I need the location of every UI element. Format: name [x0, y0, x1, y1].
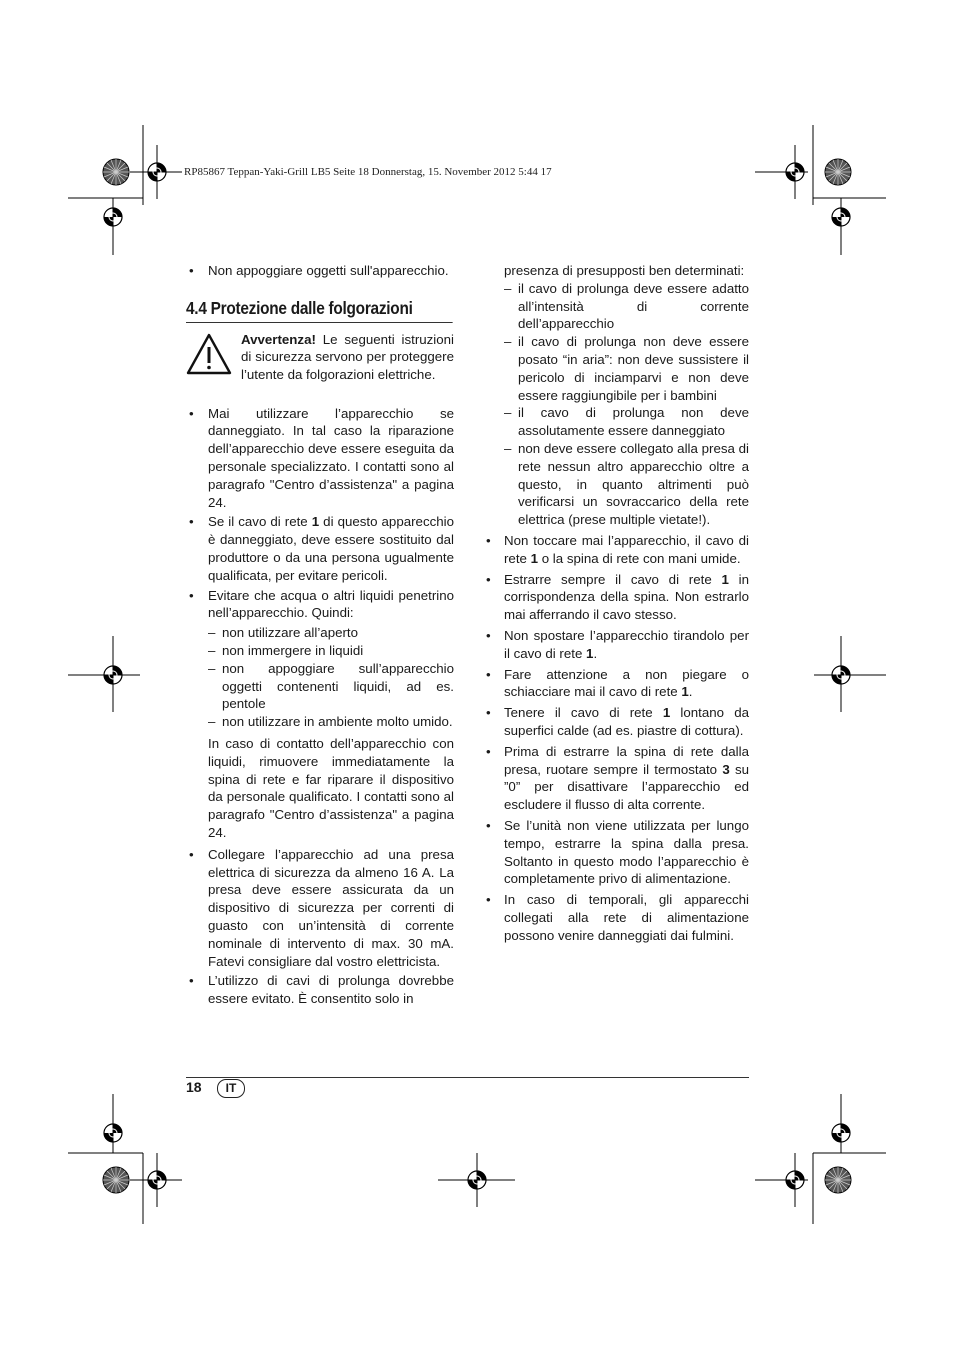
part-reference: 1 [662, 705, 671, 721]
sub-item: – non deve essere collegato alla presa di rete nessun altro apparecchio oltre a questo, in quanto altrimenti può verificarsi un sovraccarico della rete elettrica (prese multiple vietate!). [486, 440, 749, 529]
text-segment: o la spina di rete con mani umide. [538, 550, 741, 566]
sub-item: – non utilizzare all’aperto [186, 624, 454, 642]
footer-rule [186, 1077, 749, 1078]
list-item: • L’utilizzo di cavi di prolunga dovrebbe essere evitato. È consentito solo in [186, 972, 454, 1008]
continued-text: presenza di presupposti ben determinati: [504, 263, 745, 278]
text-segment: . [688, 684, 693, 700]
text-segment: di questo apparecchio è danneggiato, deve essere sostituito dal produttore o da una persona ugualmente qualificata, per evitare pericoli. [208, 514, 454, 583]
list-item [186, 513, 454, 584]
section-title: 4.4 Protezione dalle folgorazioni [186, 300, 452, 323]
part-reference: 1 [721, 571, 729, 587]
text-segment: . [593, 645, 598, 661]
text-segment: Tenere il cavo di rete [504, 705, 663, 721]
list-item [486, 627, 749, 663]
list-item: • Collegare l’apparecchio ad una presa elettrica di sicurezza da almeno 16 A. La presa deve essere assicurata da un dispositivo di sicurezza per correnti di guasto con un’intensità di corrente nominale di intervento di max. 30 mA. Fatevi consigliare dal vostro elettricista. [186, 846, 454, 971]
warning-label: Avvertenza! [241, 331, 316, 347]
part-reference: 1 [530, 550, 539, 566]
sub-item: – il cavo di prolunga deve essere adatto all’intensità di corrente dell’apparecchio [486, 280, 749, 333]
warning-text: Le seguenti istruzioni di sicurezza servono per proteggere l’utente da folgorazioni elettriche. [241, 331, 454, 383]
part-reference: 1 [681, 684, 689, 700]
text-segment: Non spostare l’apparecchio tirandolo per il cavo di rete [504, 627, 749, 661]
list-item: • In caso di temporali, gli apparecchi collegati alla rete di alimentazione possono venire danneggiati dai fulmini. [486, 891, 749, 944]
text-segment: Fare attenzione a non piegare o schiacciare mai il cavo di rete [504, 666, 749, 700]
language-badge: IT [217, 1079, 245, 1098]
part-reference: 3 [722, 761, 730, 777]
left-column [186, 262, 454, 1010]
list-item [486, 666, 749, 702]
text-segment: Non toccare mai l’apparecchio, il cavo di rete [504, 532, 749, 566]
list-item: • Non appoggiare oggetti sull'apparecchio. [186, 262, 454, 280]
sub-item: – il cavo di prolunga non deve assolutamente essere danneggiato [486, 404, 749, 440]
list-item [486, 532, 749, 568]
print-slug: RP85867 Teppan-Yaki-Grill LB5 Seite 18 Donnerstag, 15. November 2012 5:44 17 [184, 166, 552, 178]
list-item: • Se l’unità non viene utilizzata per lungo tempo, estrarre la spina dalla presa. Soltanto in questo modo l’apparecchio è completamente privo di alimentazione. [486, 817, 749, 888]
list-item: • Evitare che acqua o altri liquidi penetrino nell’apparecchio. Quindi: [186, 587, 454, 623]
page-number: 18 [186, 1079, 202, 1095]
part-reference: 1 [586, 645, 594, 661]
list-item: • Mai utilizzare l’apparecchio se danneggiato. In tal caso la riparazione dell’apparecchio deve essere eseguita da personale specializzato. I contatti sono al paragrafo "Centro d’assistenza" a pagina 24. [186, 405, 454, 512]
list-item [486, 571, 749, 624]
text-segment: lontano da superfici calde (ad es. piastre di cottura). [504, 705, 749, 738]
warning-triangle-icon [186, 333, 232, 375]
text-segment: Estrarre sempre il cavo di rete [504, 571, 722, 587]
warning-box [186, 331, 454, 401]
right-column [486, 262, 749, 946]
sub-item: – non immergere in liquidi [186, 642, 454, 660]
list-item [486, 704, 749, 740]
sub-item: – non utilizzare in ambiente molto umido. [186, 713, 454, 731]
list-item [486, 743, 749, 814]
sub-item: – non appoggiare sull’apparecchio oggetti contenenti liquidi, ad es. pentole [186, 660, 454, 713]
text-segment: Prima di estrarre la spina di rete dalla presa, ruotare sempre il termostato [504, 743, 749, 777]
text-segment: Se il cavo di rete [208, 514, 312, 530]
sub-item: – il cavo di prolunga non deve essere posato “in aria”: non deve sussistere il pericolo di inciamparvi e non deve essere raggiungibile per i bambini [486, 333, 749, 404]
text-segment: su ”0” per disattivare l’apparecchio ed escludere il flusso di alta corrente. [504, 761, 749, 813]
text-segment: in corrispondenza della spina. Non estrarlo mai afferrando il cavo stesso. [504, 571, 750, 623]
part-reference: 1 [311, 514, 320, 530]
paragraph: In caso di contatto dell’apparecchio con liquidi, rimuovere immediatamente la spina di rete e far riparare il dispositivo da personale qualificato. I contatti sono al paragrafo "Centro d’assistenza" a pagina 24. [208, 735, 454, 840]
